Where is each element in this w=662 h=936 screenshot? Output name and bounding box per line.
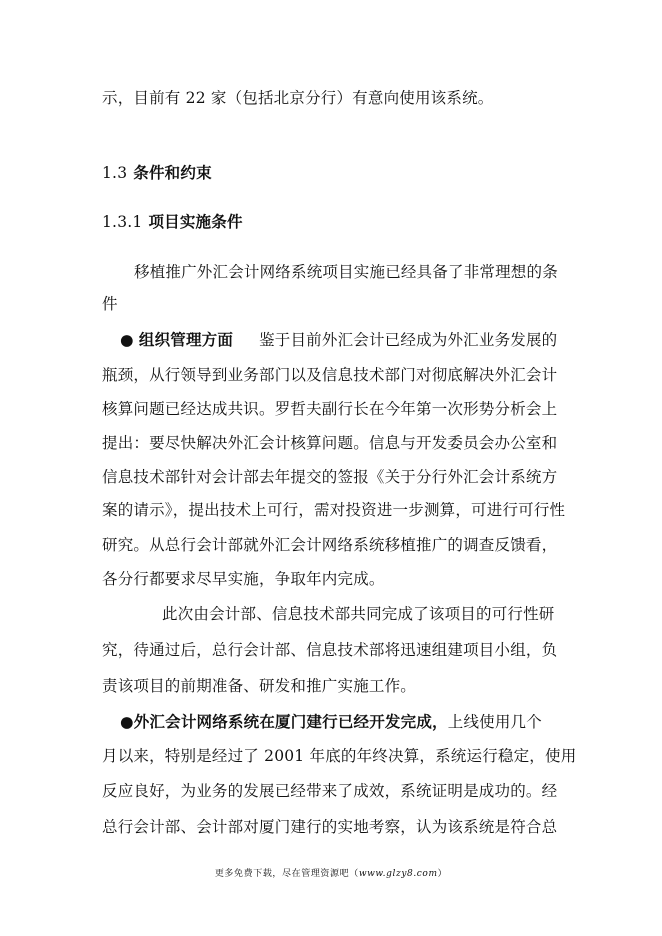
feasibility-line-2: 究，待通过后，总行会计部、信息技术部将迅速组建项目小组，负 <box>102 641 558 659</box>
bullet-marker-icon: ● <box>120 331 134 349</box>
footer-close: ） <box>437 869 448 879</box>
bullet-xiamen-line-1 <box>120 712 542 732</box>
bullet-text: 鉴于目前外汇会计已经成为外汇业务发展的 <box>259 331 558 349</box>
bullet-label: 组织管理方面 <box>138 330 234 349</box>
bullet-org-line-4: 提出：要尽快解决外汇会计核算问题。信息与开发委员会办公室和 <box>102 434 558 452</box>
section-title: 条件和约束 <box>133 163 212 182</box>
bullet-xiamen-line-3: 反应良好，为业务的发展已经带来了成效，系统证明是成功的。经 <box>102 782 558 800</box>
feasibility-line-3: 责该项目的前期准备、研发和推广实施工作。 <box>102 677 417 695</box>
bullet-org-line-3: 核算问题已经达成共识。罗哲夫副行长在今年第一次形势分析会上 <box>102 400 558 418</box>
bullet-org-line-8: 各分行都要求尽早实施，争取年内完成。 <box>102 570 385 588</box>
bullet-marker-icon: ● <box>120 713 134 731</box>
intro-line-1: 移植推广外汇会计网络系统项目实施已经具备了非常理想的条 <box>134 263 558 281</box>
footer-text: 更多免费下载，尽在管理资源吧（ <box>214 869 359 879</box>
bullet-org-line-1 <box>120 330 557 350</box>
bullet-org-line-6: 案的请示》，提出技术上可行，需对投资进一步测算，可进行可行性 <box>102 501 566 519</box>
section-number: 1.3 <box>102 164 128 182</box>
bullet-label: 外汇会计网络系统在厦门建行已经开发完成， <box>133 712 448 731</box>
bullet-text: 上线使用几个 <box>447 713 542 731</box>
paragraph-continuation: 示，目前有 22 家（包括北京分行）有意向使用该系统。 <box>102 89 494 107</box>
section-heading-1-3 <box>102 163 212 183</box>
intro-line-2: 件 <box>102 295 118 313</box>
bullet-xiamen-line-4: 总行会计部、会计部对厦门建行的实地考察，认为该系统是符合总 <box>102 818 558 836</box>
section-title: 项目实施条件 <box>148 212 243 231</box>
bullet-xiamen-line-2: 月以来，特别是经过了 2001 年底的年终决算，系统运行稳定，使用 <box>102 747 577 765</box>
bullet-org-line-2: 瓶颈，从行领导到业务部门以及信息技术部门对彻底解决外汇会计 <box>102 366 558 384</box>
section-heading-1-3-1 <box>102 212 243 232</box>
section-number: 1.3.1 <box>102 213 143 231</box>
feasibility-line-1: 此次由会计部、信息技术部共同完成了该项目的可行性研 <box>162 605 555 623</box>
bullet-org-line-7: 研究。从总行会计部就外汇会计网络系统移植推广的调查反馈看， <box>102 536 558 554</box>
bullet-org-line-5: 信息技术部针对会计部去年提交的签报《关于分行外汇会计系统方 <box>102 468 558 486</box>
page-footer <box>0 868 662 880</box>
footer-link[interactable]: www.glzy8.com <box>358 869 438 879</box>
